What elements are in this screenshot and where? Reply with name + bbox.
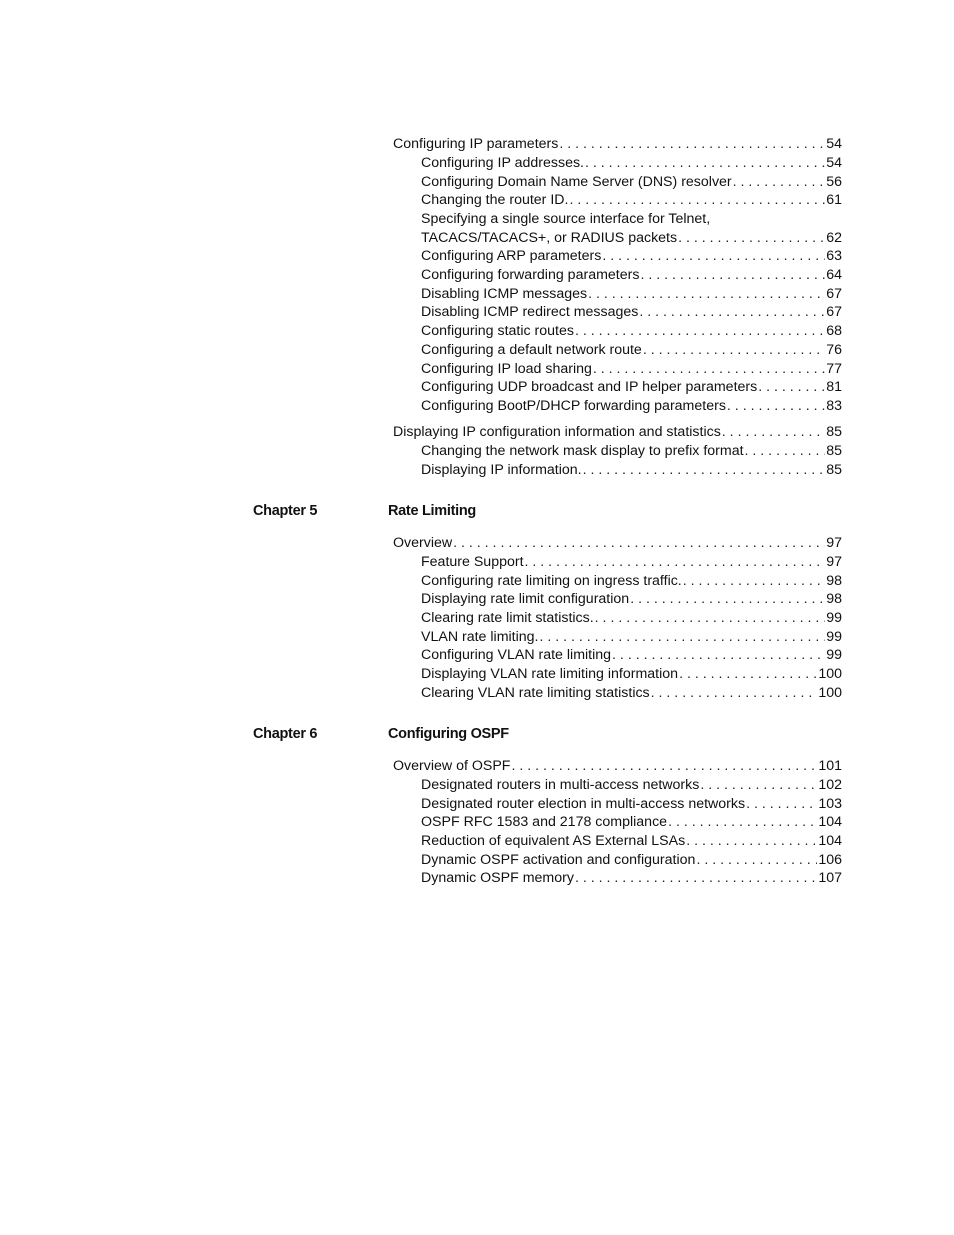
dot-leader bbox=[733, 173, 826, 191]
dot-leader bbox=[539, 628, 825, 646]
toc-entry-page: 106 bbox=[818, 852, 842, 868]
toc-entry[interactable] bbox=[421, 322, 842, 340]
dot-leader bbox=[746, 795, 817, 813]
toc-entry-title: Disabling ICMP messages bbox=[421, 286, 588, 302]
dot-leader bbox=[640, 266, 825, 284]
dot-leader bbox=[588, 285, 825, 303]
toc-entry[interactable] bbox=[421, 378, 842, 396]
toc-entry[interactable] bbox=[421, 247, 842, 265]
dot-leader bbox=[727, 397, 825, 415]
toc-entry-page: 62 bbox=[826, 230, 842, 246]
toc-entry-page: 103 bbox=[818, 796, 842, 812]
toc-entry-title: Changing the network mask display to prefix format bbox=[421, 443, 744, 459]
toc-entry-page: 54 bbox=[826, 155, 842, 171]
toc-entry-title: Configuring rate limiting on ingress traffic. bbox=[421, 573, 682, 589]
toc-entry-page: 77 bbox=[826, 361, 842, 377]
chapter-title[interactable]: Rate Limiting bbox=[388, 503, 476, 519]
dot-leader bbox=[612, 646, 825, 664]
toc-entry[interactable] bbox=[421, 572, 842, 590]
toc-entry-title: OSPF RFC 1583 and 2178 compliance bbox=[421, 814, 668, 830]
toc-entry-title: Clearing rate limit statistics. bbox=[421, 610, 594, 626]
toc-entry-title: Changing the router ID. bbox=[421, 192, 569, 208]
toc-entry-page: 54 bbox=[826, 136, 842, 152]
toc-entry-page: 64 bbox=[826, 267, 842, 283]
toc-entry-page: 100 bbox=[818, 666, 842, 682]
dot-leader bbox=[678, 229, 825, 247]
toc-entry-page: 97 bbox=[826, 554, 842, 570]
chapter-title[interactable]: Configuring OSPF bbox=[388, 726, 509, 742]
toc-entry[interactable] bbox=[421, 266, 842, 284]
toc-entry-title: Configuring BootP/DHCP forwarding parameters bbox=[421, 398, 726, 414]
toc-entry-page: 104 bbox=[818, 814, 842, 830]
toc-entry[interactable] bbox=[421, 795, 842, 813]
toc-entry-title: TACACS/TACACS+, or RADIUS packets bbox=[421, 230, 678, 246]
toc-entry-page: 85 bbox=[826, 424, 842, 440]
toc-entry-title: Configuring VLAN rate limiting bbox=[421, 647, 612, 663]
toc-entry-title: Overview of OSPF bbox=[393, 758, 511, 774]
dot-leader bbox=[453, 534, 825, 552]
toc-entry-title: Displaying IP configuration information and statistics bbox=[393, 424, 721, 440]
dot-leader bbox=[595, 609, 826, 627]
dot-leader bbox=[639, 303, 825, 321]
dot-leader bbox=[569, 191, 825, 209]
toc-entry-page: 98 bbox=[826, 591, 842, 607]
chapter-label: Chapter 6 bbox=[253, 726, 318, 742]
toc-entry[interactable] bbox=[421, 851, 842, 869]
toc-entry[interactable] bbox=[421, 684, 842, 702]
toc-entry-title: Configuring IP load sharing bbox=[421, 361, 592, 377]
chapter-label: Chapter 5 bbox=[253, 503, 318, 519]
toc-entry-page: 76 bbox=[826, 342, 842, 358]
toc-entry[interactable] bbox=[421, 590, 842, 608]
toc-entry[interactable] bbox=[421, 341, 842, 359]
dot-leader bbox=[686, 832, 817, 850]
toc-entry-page: 98 bbox=[826, 573, 842, 589]
dot-leader bbox=[651, 684, 818, 702]
toc-entry-page: 99 bbox=[826, 629, 842, 645]
toc-entry-title: Configuring static routes bbox=[421, 323, 574, 339]
toc-entry[interactable] bbox=[421, 303, 842, 321]
dot-leader bbox=[585, 154, 825, 172]
toc-entry-title: Configuring IP addresses. bbox=[421, 155, 584, 171]
toc-entry-title: Disabling ICMP redirect messages bbox=[421, 304, 639, 320]
toc-entry[interactable] bbox=[393, 135, 842, 153]
toc-entry-page: 104 bbox=[818, 833, 842, 849]
toc-entry-page: 99 bbox=[826, 647, 842, 663]
toc-entry-page: 61 bbox=[826, 192, 842, 208]
toc-entry-title: Feature Support bbox=[421, 554, 524, 570]
toc-entry[interactable] bbox=[421, 397, 842, 415]
toc-entry-title: Displaying rate limit configuration bbox=[421, 591, 630, 607]
toc-entry[interactable] bbox=[421, 776, 842, 794]
toc-entry[interactable] bbox=[421, 646, 842, 664]
toc-entry-title: Displaying IP information. bbox=[421, 462, 582, 478]
toc-entry-title: VLAN rate limiting. bbox=[421, 629, 539, 645]
toc-entry-page: 56 bbox=[826, 174, 842, 190]
dot-leader bbox=[602, 247, 825, 265]
toc-entry-title: Configuring Domain Name Server (DNS) resolver bbox=[421, 174, 732, 190]
toc-entry-page: 63 bbox=[826, 248, 842, 264]
toc-entry-title: Clearing VLAN rate limiting statistics bbox=[421, 685, 650, 701]
dot-leader bbox=[525, 553, 826, 571]
toc-entry[interactable] bbox=[421, 360, 842, 378]
dot-leader bbox=[696, 851, 817, 869]
toc-entry[interactable] bbox=[421, 628, 842, 646]
toc-entry-page: 97 bbox=[826, 535, 842, 551]
dot-leader bbox=[593, 360, 825, 378]
toc-entry-title: Designated routers in multi-access networks bbox=[421, 777, 700, 793]
toc-entry-title: Dynamic OSPF memory bbox=[421, 870, 574, 886]
toc-entry[interactable] bbox=[421, 191, 842, 209]
toc-entry[interactable] bbox=[421, 665, 842, 683]
toc-entry-title: Reduction of equivalent AS External LSAs bbox=[421, 833, 686, 849]
toc-entry[interactable] bbox=[393, 423, 842, 441]
toc-entry[interactable] bbox=[421, 609, 842, 627]
toc-entry-page: 68 bbox=[826, 323, 842, 339]
toc-entry-page: 85 bbox=[826, 462, 842, 478]
toc-entry[interactable] bbox=[421, 173, 842, 191]
dot-leader bbox=[745, 442, 826, 460]
toc-entry[interactable] bbox=[421, 813, 842, 831]
toc-entry[interactable] bbox=[421, 553, 842, 571]
toc-entry[interactable] bbox=[421, 832, 842, 850]
toc-entry-title: Configuring a default network route bbox=[421, 342, 642, 358]
dot-leader bbox=[668, 813, 817, 831]
dot-leader bbox=[643, 341, 825, 359]
toc-entry[interactable] bbox=[421, 869, 842, 887]
toc-entry-page: 83 bbox=[826, 398, 842, 414]
toc-entry-page: 85 bbox=[826, 443, 842, 459]
toc-entry-page: 100 bbox=[818, 685, 842, 701]
toc-entry-title: Configuring IP parameters bbox=[393, 136, 559, 152]
dot-leader bbox=[683, 572, 825, 590]
toc-entry-page: 102 bbox=[818, 777, 842, 793]
toc-entry-title: Configuring forwarding parameters bbox=[421, 267, 640, 283]
toc-entry-title: Configuring UDP broadcast and IP helper parameters bbox=[421, 379, 758, 395]
dot-leader bbox=[722, 423, 825, 441]
dot-leader bbox=[511, 757, 817, 775]
toc-entry-wrapped-line[interactable]: Specifying a single source interface for Telnet, bbox=[421, 211, 711, 227]
dot-leader bbox=[583, 461, 826, 479]
toc-entry-page: 67 bbox=[826, 286, 842, 302]
dot-leader bbox=[679, 665, 817, 683]
dot-leader bbox=[559, 135, 825, 153]
toc-entry[interactable] bbox=[421, 285, 842, 303]
dot-leader bbox=[758, 378, 825, 396]
toc-entry[interactable] bbox=[421, 229, 842, 247]
dot-leader bbox=[700, 776, 817, 794]
toc-entry-title: Overview bbox=[393, 535, 453, 551]
toc-entry-title: Configuring ARP parameters bbox=[421, 248, 602, 264]
toc-entry[interactable] bbox=[393, 757, 842, 775]
toc-entry-page: 107 bbox=[818, 870, 842, 886]
dot-leader bbox=[575, 322, 825, 340]
toc-entry-page: 81 bbox=[826, 379, 842, 395]
toc-entry[interactable] bbox=[421, 154, 842, 172]
toc-entry-page: 101 bbox=[818, 758, 842, 774]
toc-entry-title: Designated router election in multi-access networks bbox=[421, 796, 746, 812]
toc-entry-title: Displaying VLAN rate limiting information bbox=[421, 666, 679, 682]
dot-leader bbox=[575, 869, 817, 887]
toc-entry-page: 99 bbox=[826, 610, 842, 626]
toc-entry[interactable] bbox=[421, 442, 842, 460]
toc-entry-page: 67 bbox=[826, 304, 842, 320]
toc-entry-title: Dynamic OSPF activation and configuration bbox=[421, 852, 696, 868]
toc-entry[interactable] bbox=[421, 461, 842, 479]
toc-entry[interactable] bbox=[393, 534, 842, 552]
dot-leader bbox=[630, 590, 825, 608]
